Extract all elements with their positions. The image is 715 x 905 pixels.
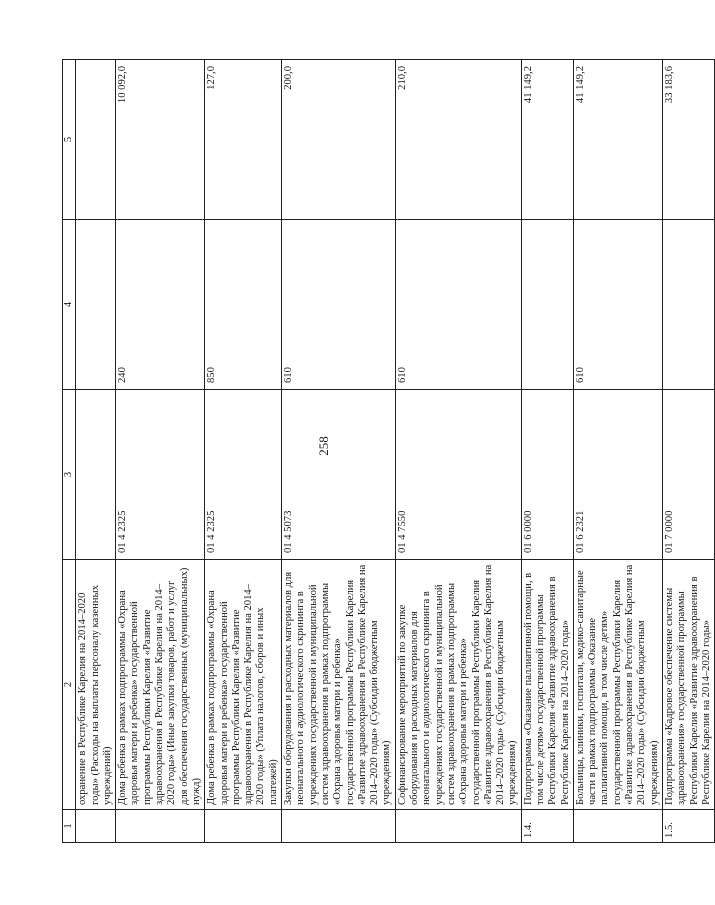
row-target-code	[76, 390, 116, 560]
row-target-code: 01 6 2321	[573, 390, 662, 560]
row-expense-type	[76, 220, 116, 390]
table-row	[205, 60, 282, 843]
row-index: 1.5.	[662, 810, 714, 843]
table-row	[573, 60, 662, 843]
table-row	[395, 60, 521, 843]
row-target-code: 01 4 5073	[282, 390, 396, 560]
row-target-code: 01 6 0000	[521, 390, 573, 560]
row-description: охранение в Республике Карелия на 2014–2020 годы» (Расходы на выплаты персоналу казенных учреждений)	[76, 560, 116, 810]
table-row	[76, 60, 116, 843]
row-index	[573, 810, 662, 843]
row-target-code: 01 4 2325	[205, 390, 282, 560]
header-col-4: 4	[63, 220, 76, 390]
row-description: Больницы, клиники, госпитали, медико-санитарные части в рамках подпрограммы «Оказание паллиативной помощи, в том числе детям» государственной программы Республики Карелия «Развитие здравоохранения в Республике Карелия на 2014–2020 годы» (Субсидии бюджетным учреждениям)	[573, 560, 662, 810]
row-amount: 33 183,6	[662, 60, 714, 220]
table-row	[662, 60, 714, 843]
rotated-table-wrapper	[62, 60, 712, 843]
row-amount	[76, 60, 116, 220]
row-index: 1.4.	[521, 810, 573, 843]
row-index	[205, 810, 282, 843]
row-amount: 210,0	[395, 60, 521, 220]
row-amount: 10 092,0	[116, 60, 205, 220]
row-target-code: 01 4 2325	[116, 390, 205, 560]
row-description: Дома ребенка в рамках подпрограммы «Охрана здоровья матери и ребенка» государственной программы Республики Карелия «Развитие здравоохранения в Республике Карелия на 2014–2020 годы» (Иные закупки товаров, работ и услуг для обеспечения государственных (муниципальных) нужд)	[116, 560, 205, 810]
row-expense-type	[662, 220, 714, 390]
row-amount: 41 149,2	[521, 60, 573, 220]
row-target-code: 01 7 0000	[662, 390, 714, 560]
row-amount: 41 149,2	[573, 60, 662, 220]
header-col-2: 2	[63, 560, 76, 810]
row-description: Подпрограмма «Оказание паллиативной помощи, в том числе детям» государственной программы Республики Карелия «Развитие здравоохранения в Республике Карелия на 2014–2020 годы»	[521, 560, 573, 810]
row-expense-type: 850	[205, 220, 282, 390]
table-header-row	[63, 60, 76, 843]
row-index	[282, 810, 396, 843]
row-expense-type	[521, 220, 573, 390]
row-expense-type: 610	[282, 220, 396, 390]
row-description: Закупки оборудования и расходных материалов для неонатального и аудиологического скрининга в учреждениях государственной и муниципальной систем здравоохранения в рамках подпрограммы «Охрана здоровья матери и ребенка» государственной программы Республики Карелия «Развитие здравоохранения в Республике Карелия на 2014–2020 годы» (Субсидии бюджетным учреждениям)	[282, 560, 396, 810]
header-col-5: 5	[63, 60, 76, 220]
row-description: Подпрограмма «Кадровое обеспечение системы здравоохранения» государственной программы Республики Карелия «Развитие здравоохранения в Республике Карелия на 2014–2020 годы»	[662, 560, 714, 810]
budget-table	[62, 59, 715, 843]
row-expense-type: 610	[573, 220, 662, 390]
row-amount: 127,0	[205, 60, 282, 220]
page-number: 258	[315, 436, 331, 456]
row-description: Дома ребенка в рамках подпрограммы «Охрана здоровья матери и ребенка» государственной программы Республики Карелия «Развитие здравоохранения в Республике Карелия на 2014–2020 годы» (Уплата налогов, сборов и иных платежей)	[205, 560, 282, 810]
table-row	[282, 60, 396, 843]
row-index	[76, 810, 116, 843]
row-index	[116, 810, 205, 843]
row-description: Софинансирование мероприятий по закупке оборудования и расходных материалов для неонатального и аудиологического скрининга в учреждениях государственной и муниципальной систем здравоохранения в рамках подпрограммы «Охрана здоровья матери и ребенка» государственной программы Республики Карелия «Развитие здравоохранения в Республике Карелия на 2014–2020 годы» (Субсидии бюджетным учреждениям)	[395, 560, 521, 810]
row-expense-type: 240	[116, 220, 205, 390]
row-target-code: 01 4 7550	[395, 390, 521, 560]
row-index	[395, 810, 521, 843]
header-col-3: 3	[63, 390, 76, 560]
table-row	[116, 60, 205, 843]
header-col-1: 1	[63, 810, 76, 843]
table-row	[521, 60, 573, 843]
row-amount: 200,0	[282, 60, 396, 220]
row-expense-type: 610	[395, 220, 521, 390]
